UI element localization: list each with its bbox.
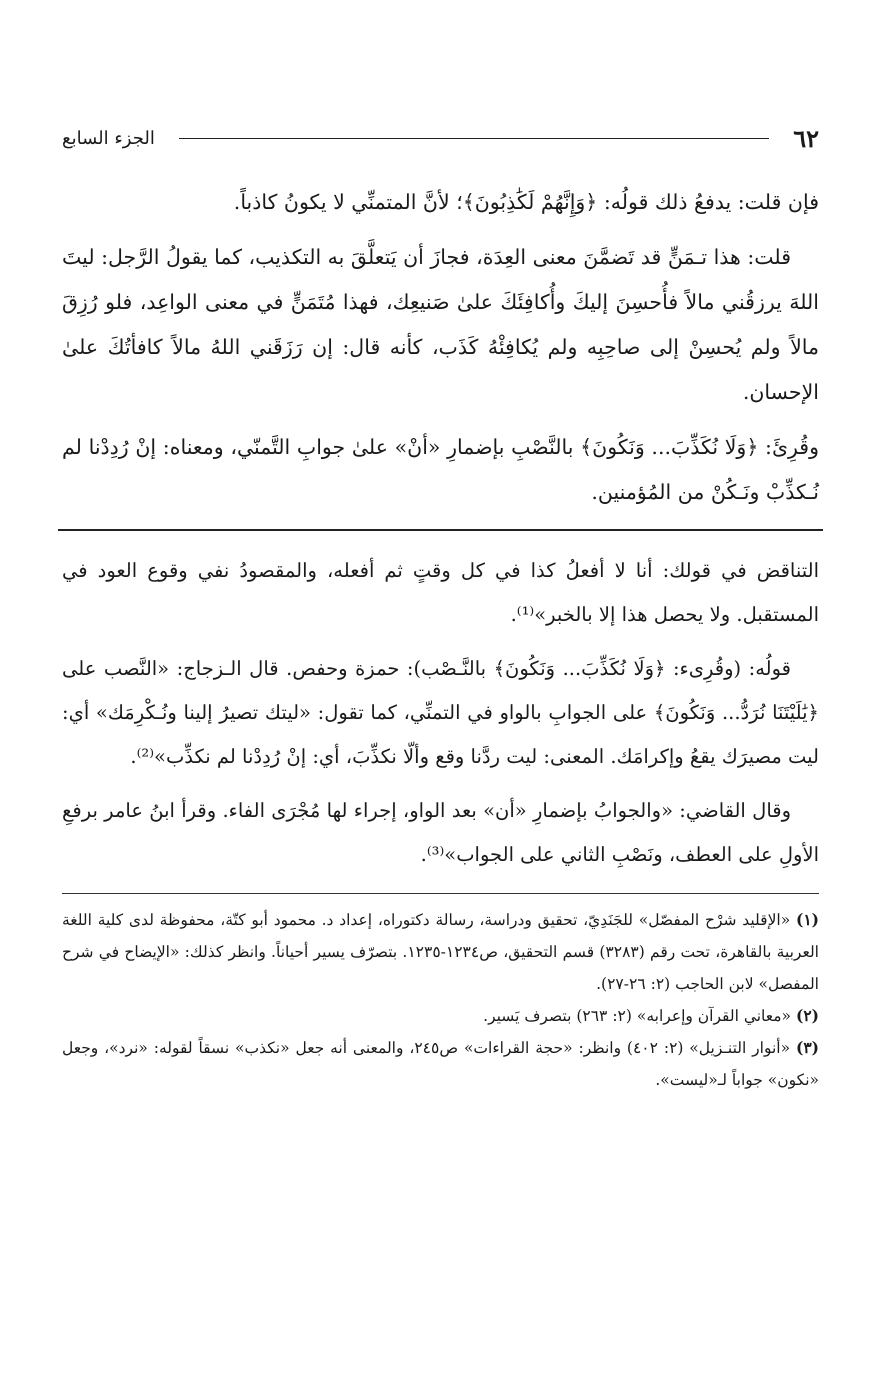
page-header <box>62 118 819 158</box>
main-paragraph: وقُرِئَ: ﴿وَلَا نُكَذِّبَ... وَنَكُونَ﴾ بالنَّصْبِ بإضمارِ «أنْ» علىٰ جوابِ التَّمنّي، ومعناه: إنْ رُدِدْنا لم نُـكذِّبْ ونَـكُنْ من المُؤمنين. <box>62 435 819 504</box>
main-text <box>62 180 819 515</box>
footnote <box>62 904 819 1000</box>
header-rule <box>179 138 769 139</box>
footnote-rule <box>62 893 819 894</box>
commentary <box>62 549 819 877</box>
book-page <box>62 118 819 1392</box>
page-number: ٦٢ <box>793 123 819 153</box>
commentary-paragraph: وقال القاضي: «والجوابُ بإضمارِ «أن» بعد الواو، إجراء لها مُجْرَى الفاء. وقرأ ابنُ عامر برفعِ الأولِ على العطف، ونَصْبِ الثاني على الجواب»⁽³⁾. <box>62 799 819 866</box>
footnotes <box>62 904 819 1096</box>
running-head: الجزء السابع <box>62 127 155 149</box>
footnote-number: (٢) <box>795 1006 819 1025</box>
main-paragraph: فإن قلت: يدفعُ ذلك قولُه: ﴿وَإِنَّهُمْ لَكَٰذِبُونَ﴾؛ لأنَّ المتمنِّي لا يكونُ كاذباً. <box>233 190 819 214</box>
commentary-paragraph: التناقض في قولك: أنا لا أفعلُ كذا في كل وقتٍ ثم أفعله، والمقصودُ نفي وقوع العود في المستقبل. ولا يحصل هذا إلا بالخبر»⁽¹⁾. <box>62 559 819 626</box>
footnote-text: «أنوار التنـزيل» (٢: ٤٠٢) وانظر: «حجة القراءات» ص٢٤٥، والمعنى أنه جعل «نكذب» نسقاً لقوله: «نرد»، وجعل «نكون» جواباً لـ«ليست». <box>62 1039 819 1089</box>
footnote <box>62 1000 819 1032</box>
footnote-number: (٣) <box>795 1038 819 1057</box>
footnote <box>62 1032 819 1096</box>
main-paragraph: قلت: هذا تـمَنٍّ قد تَضمَّنَ معنى العِدَة، فجازَ أن يَتعلَّقَ به التكذيب، كما يقولُ الرَّجل: ليتَ اللهَ يرزقُني مالاً فأُحسِنَ إليكَ وأُكافِئَكَ علىٰ صَنيعِك، فهذا مُتَمَنٍّ في معنى الواعِد، فلو رُزِقَ مالاً ولم يُحسِنْ إلى صاحِبِه ولم يُكافِئْهُ كَذَب، كأنه قال: إن رَزَقَني اللهُ مالاً كافأتُكَ علىٰ الإحسان. <box>62 245 819 404</box>
footnote-text: «الإقليد شرْح المفصّل» للجَنَدِيّ، تحقيق ودراسة، رسالة دكتوراه، إعداد د. محمود أبو كتّة، محفوظة لدى كلية اللغة العربية بالقاهرة، تحت رقم (٣٢٨٣) قسم التحقيق، ص١٢٣٤-١٢٣٥. بتصرّف يسير أحياناً. وانظر كذلك: «الإيضاح في شرح المفصل» لابن الحاجب (٢: ٢٦-٢٧). <box>62 911 819 993</box>
footnote-number: (١) <box>795 910 819 929</box>
text-separator <box>58 529 823 531</box>
commentary-paragraph: قولُه: (وقُرِىء: ﴿وَلَا نُكَذِّبَ... وَنَكُونَ﴾ بالنَّـصْب): حمزة وحفص. قال الـزجاج: «النَّصب على ﴿يَٰلَيْتَنَا نُرَدُّ... وَنَكُونَ﴾ على الجوابِ بالواو في التمنِّي، كما تقول: «ليتك تصيرُ إلينا ونُـكْرِمَك» أي: ليت مصيرَك يقعُ وإكرامَك. المعنى: ليت ردَّنا وقع وألّا نكذِّبَ، أي: إنْ رُدِدْنا لم نكذِّب»⁽²⁾. <box>62 657 819 768</box>
footnote-text: «معاني القرآن وإعرابه» (٢: ٢٦٣) بتصرف يَسير. <box>483 1007 792 1025</box>
